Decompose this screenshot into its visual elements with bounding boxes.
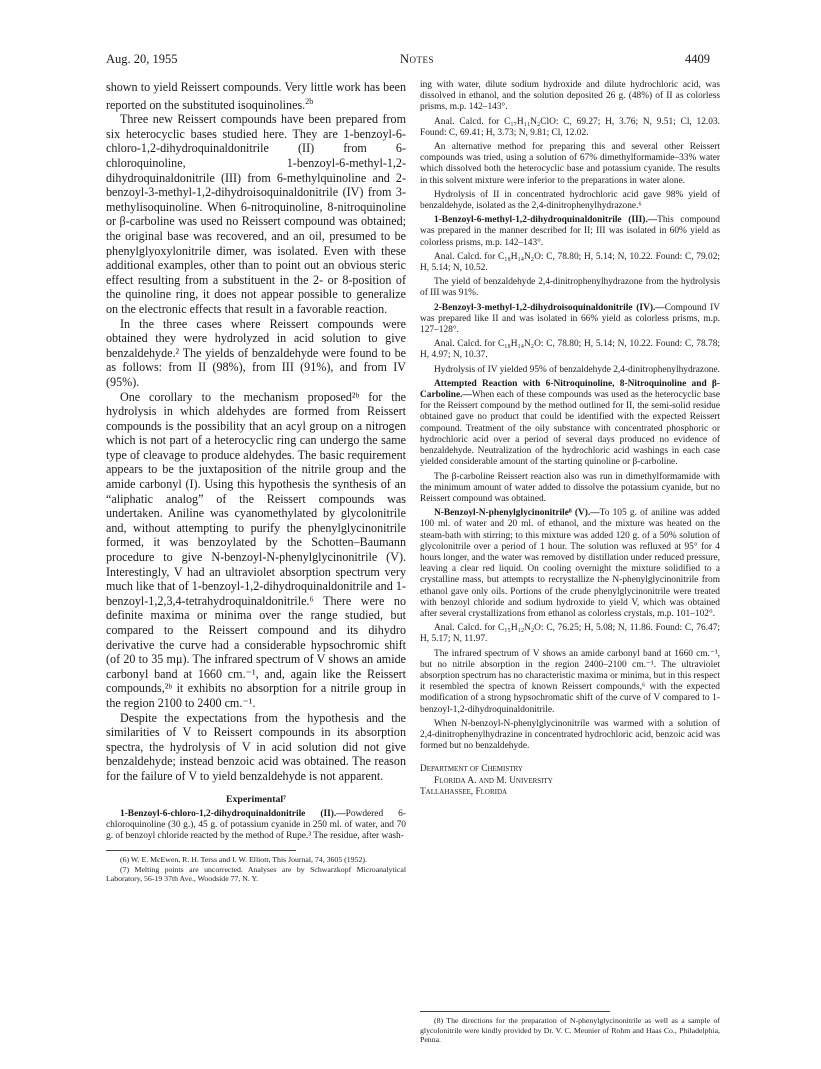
analysis-line: Anal. Calcd. for C₁₇H₁₁N₂ClO: C, 69.27; H, 3.76; N, 9.51; Cl, 12.03. Found: C, 69.41; H, 3.73; N, 9.81; Cl, 12.02. [420,116,720,138]
paragraph: The yield of benzaldehyde 2,4-dinitrophenylhydrazone from the hydrolysis of III was 91%. [420,277,720,299]
paragraph: Three new Reissert compounds have been prepared from six heterocyclic bases studied here. They are 1-benzoyl-6-chloro-1,2-dihydroquinaldonitrile (II) from 6-chloroquinoline, 1-benzoyl-6-methyl-1,2-dihydroquinaldonitrile (III) from 6-methylquinoline and 2-benzoyl-3-methyl-1,2-dihydroisoquinaldonitrile (IV) from 3-methylisoquinoline. When 6-nitroquinoline, 8-nitroquinoline or β-carboline was used no Reissert compound was obtained; the original base was recovered, and an oil, presumed to be phenylglyoxylonitrile dimer, was isolated. Even with these additional examples, other than to point out an obvious steric effect resulting from a substituent in the 2- or 8-position of the quinoline ring, it does not appear possible to generalize on the electronic effects that result in a favorable reaction. [106,112,406,316]
analysis-line: Anal. Calcd. for C₁₅H₁₂N₂O: C, 76.25; H, 5.08; N, 11.86. Found: C, 76.47; H, 5.17; N, 11.97. [420,623,720,645]
paragraph: Hydrolysis of IV yielded 95% of benzaldehyde 2,4-dinitrophenylhydrazone. [434,364,720,375]
analysis-line: Anal. Calcd. for C₁₈H₁₄N₂O: C, 78.80; H, 5.14; N, 10.22. Found: C, 78.78; H, 4.97; N, 10.37. [420,339,720,361]
footnote-divider [420,1011,610,1012]
footnote: (7) Melting points are uncorrected. Analyses are by Schwarzkopf Microanalytical Laboratory, 56-19 37th Ave., Woodside 77, N. Y. [106,864,406,884]
paragraph: Attempted Reaction with 6-Nitroquinoline, 8-Nitroquinoline and β-Carboline.—When each of these compounds was used as the heterocyclic base for the Reissert compound by the method outlined for II, the semi-solid residue obtained gave no product that could be identified with the expected Reissert compound. Treatment of the oily substance with concentrated phosphoric or hydrochloric acid over a period of several days produced no evidence of benzaldehyde. Neutralization of the hydrochloric acid washings in each case yielded considerable amount of the starting quinoline or β-carboline. [420,378,720,468]
compound-title: 1-Benzoyl-6-chloro-1,2-dihydroquinaldonitrile (II).— [120,808,346,819]
section-heading-experimental: Experimental⁷ [225,793,287,805]
running-header-date: Aug. 20, 1955 [106,52,178,66]
paragraph: Hydrolysis of II in concentrated hydrochloric acid gave 98% yield of benzaldehyde, isolated as the 2,4-dinitrophenylhydrazone.⁶ [420,189,720,212]
paragraph: The infrared spectrum of V shows an amide carbonyl band at 1660 cm.⁻¹, but no nitrile absorption in the region 2400–2100 cm.⁻¹. The ultraviolet absorption spectrum has no characteristic maxima or minima, but in this respect it resembled the spectra of known Reissert compounds,⁶ with the expected modification of a strong hypsochromatic shift of the curve of V compared to 1-benzoyl-1,2-dihydroquinaldonitrile. [420,648,720,715]
paragraph: One corollary to the mechanism proposed²ᵇ for the hydrolysis in which aldehydes are formed from Reissert compounds is the possibility that an acyl group on a nitrogen which is not part of a heterocyclic ring can undergo the same type of cleavage to produce aldehydes. The basic requirement appears to be the juxtaposition of the nitrile group and the amide carbonyl (I). Using this hypothesis the synthesis of an “aliphatic analog” of the Reissert compounds was undertaken. Aniline was cyanomethylated by glycolonitrile and, without attempting to purify the phenylglycinonitrile formed, it was benzoylated by the Schotten–Baumann procedure to give N-benzoyl-N-phenylglycinonitrile (V). Interestingly, V had an ultraviolet absorption spectrum very much like that of 1-benzoyl-1,2-dihydroquinaldonitrile and 1-benzoyl-1,2,3,4-tetrahydroquinaldonitrile.⁶ There were no definite maxima or minima over the range studied, but compared to the Reissert compound and its dihydro derivative the curve had a considerable hypsochromic shift (of 20 to 35 mμ). The infrared spectrum of V shows an amide carbonyl band at 1660 cm.⁻¹, and, again like the Reissert compounds,²ᵇ it exhibits no absorption for a nitrile group in the region 2100 to 2400 cm.⁻¹. [106,389,406,710]
paragraph: ing with water, dilute sodium hydroxide and dilute hydrochloric acid, was dissolved in ethanol, and the solution deposited 26 g. (48%) of II as colorless prisms, m.p. 142–143°. [420,80,720,113]
footnote: (6) W. E. McEwen, R. H. Terss and I. W. Elliott, This Journal, 74, 3605 (1952). [120,855,367,865]
compound-title: 1-Benzoyl-6-methyl-1,2-dihydroquinaldonitrile (III).— [434,215,658,226]
footnote: (8) The directions for the preparation of N-phenylglycinonitrile as well as a sample of glycolonitrile were kindly provided by Dr. V. C. Meunier of Rohm and Haas Co., Philadelphia, Penna. [420,1016,720,1045]
right-footnotes [420,1003,720,1045]
right-column [420,80,720,799]
paragraph: 2-Benzoyl-3-methyl-1,2-dihydroisoquinaldonitrile (IV).—Compound IV was prepared like II and was isolated in 66% yield as colorless prisms, m.p. 127–128°. [420,302,721,336]
running-header-section: Notes [400,52,435,66]
paragraph: An alternative method for preparing this and several other Reissert compounds was tried, using a solution of 67% dimethylformamide–33% water which dissolved both the heterocyclic base and potassium cyanide. The results in this solvent mixture were inferior to the preparations in water alone. [420,142,720,186]
compound-title: Attempted Reaction with 6-Nitroquinoline, 8-Nitroquinoline and β-Carboline.— [420,378,720,401]
analysis-line: Anal. Calcd. for C₁₈H₁₄N₂O: C, 78.80; H, 5.14; N, 10.22. Found: C, 79.02; H, 5.14; N, 10.52. [420,251,720,274]
paragraph: In the three cases where Reissert compounds were obtained they were hydrolyzed in acid solution to give benzaldehyde.² The yields of benzaldehyde were found to be as follows: from II (98%), from III (91%), and from IV (95%). [106,316,406,389]
paragraph: N-Benzoyl-N-phenylglycinonitrile⁸ (V).—To 105 g. of aniline was added 100 ml. of water and 20 ml. of ethanol, and the mixture was heated on the steam-bath with stirring; to this mixture was added 120 g. of a 50% solution of glycolonitrile over a period of 1 hour. The solution was refluxed at 95° for 4 hours longer, and the water was removed by distillation under reduced pressure, leaving a clear red liquid. On cooling overnight the mixture solidified to a crystalline mass, but attempts to recrystallize the N-phenylglycinonitrile from ethanol gave only oils. Portions of the crude phenylglycinonitrile were treated with benzoyl chloride and sodium hydroxide to yield V, which was obtained after several crystallizations from ethanol as colorless crystals, m.p. 101–102°. [420,508,720,619]
compound-title: N-Benzoyl-N-phenylglycinonitrile⁸ (V).— [434,508,600,519]
paragraph: 1-Benzoyl-6-chloro-1,2-dihydroquinaldonitrile (II).—Powdered 6-chloroquinoline (30 g.), 45 g. of potassium cyanide in 250 ml. of water, and 70 g. of benzoyl chloride reacted by the method of Rupe.³ The residue, after wash- [106,808,406,841]
paragraph: The β-carboline Reissert reaction also was run in dimethylformamide with the minimum amount of water added to dissolve the potassium cyanide, but no Reissert compound was obtained. [420,471,720,504]
paragraph: Despite the expectations from the hypothesis and the similarities of V to Reissert compounds in its absorption spectra, the hydrolysis of V in acid solution did not give benzaldehyde; instead benzoic acid was obtained. The reason for the failure of V to yield benzaldehyde is not apparent. [106,710,406,783]
paragraph: shown to yield Reissert compounds. Very little work has been reported on the substituted isoquinolines.$^{2b}$ [106,80,406,112]
affiliation: Department of Chemistry Florida A. and M. University Tallahassee, Florida [420,764,553,798]
paragraph: 1-Benzoyl-6-methyl-1,2-dihydroquinaldonitrile (III).—This compound was prepared in the manner described for II; III was isolated in 60% yield as colorless prisms, m.p. 142–143°. [420,215,720,248]
paragraph: When N-benzoyl-N-phenylglycinonitrile was warmed with a solution of 2,4-dinitrophenylhydrazine in concentrated hydrochloric acid, benzoic acid was formed but no benzaldehyde. [420,718,720,752]
page-number: 4409 [685,52,710,66]
compound-title: 2-Benzoyl-3-methyl-1,2-dihydroisoquinaldonitrile (IV).— [434,302,665,313]
footnote-divider [106,850,296,851]
left-column [106,80,406,884]
